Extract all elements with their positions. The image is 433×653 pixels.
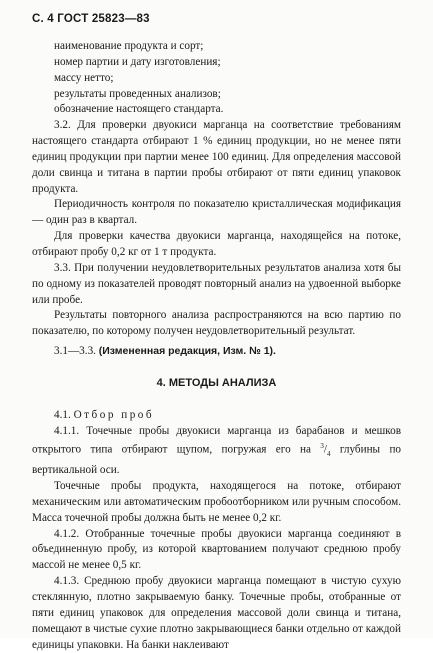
- paragraph-point-samples: Точечные пробы продукта, находящегося на потоке, отбирают механическим или автоматическим пробоотборником или ручным способом. Масса точечной пробы должна быть не менее 0,2 кг.: [32, 480, 401, 524]
- amendment-text: (Измененная редакция, Изм. № 1).: [98, 345, 276, 358]
- paragraph-3-3: 3.3. При получении неудовлетворительных результатов анализа хотя бы по одному из показателей проводят повторный анализ на удвоенной выборке или пробе.: [32, 261, 401, 306]
- paragraph-periodicity: Периодичность контроля по показателю кристаллическая модификация — один раз в квартал.: [32, 198, 401, 227]
- list-item: обозначение настоящего стандарта.: [54, 103, 224, 116]
- paragraph-4-1-1-start: 4.1.1. Точечные пробы двуокиси марганца из барабанов и мешков открытого типа отбирают щупом, погружая его на: [32, 424, 401, 457]
- subsection-number: 4.1.: [54, 408, 71, 421]
- label-contents-list: [32, 39, 401, 118]
- paragraph-repeat-results: Результаты повторного анализа распространяются на всю партию по показателю, по которому получен неудовлетворительный результат.: [32, 309, 401, 338]
- section-title: 4. МЕТОДЫ АНАЛИЗА: [156, 376, 277, 389]
- paragraph-4-1-2: 4.1.2. Отобранные точечные пробы двуокиси марганца соединяют в объединенную пробу, из которой квартованием получают среднюю пробу массой не менее 0,5 кг.: [32, 527, 401, 572]
- list-item: номер партии и дату изготовления;: [54, 55, 221, 68]
- paragraph-4-1-3: 4.1.3. Среднюю пробу двуокиси марганца помещают в чистую сухую стеклянную, плотно закрываемую банку. Точечные пробы, отобранные от пяти единиц упаковок для определения массовой доли свинца и титана, помещают в чистые сухие плотно закрывающиеся банки отдельно от каждой единицы упаковки. На банки наклеивают: [32, 575, 401, 651]
- fraction-numerator: 3: [320, 442, 324, 451]
- amendment-ref: 3.1—3.3.: [54, 345, 96, 358]
- amendment-note: [32, 344, 401, 360]
- paragraph-flow-sampling: Для проверки качества двуокиси марганца, находящейся на потоке, отбирают пробу 0,2 кг от 1 т продукта.: [32, 230, 401, 258]
- paragraph-4-1-1: 4.1.1. Точечные пробы двуокиси марганца из барабанов и мешков открытого типа отбирают щупом, погружая его на $^3/_4$ глубины по вертикальной оси.: [32, 424, 402, 477]
- list-item: наименование продукта и сорт;: [54, 40, 204, 52]
- page-header: С. 4 ГОСТ 25823—83: [32, 13, 150, 25]
- list-item: результаты проведенных анализов;: [54, 87, 221, 100]
- page-content: [32, 39, 401, 653]
- paragraph-3-2: 3.2. Для проверки двуокиси марганца на соответствие требованиям настоящего стандарта отбирают 1 % единиц продукции, но не менее пяти единиц продукции при партии менее 100 единиц. Для определения массовой доли свинца и титана в партии пробы отбирают от пяти единиц упаковок продукта.: [32, 119, 401, 195]
- fraction-denominator: 4: [326, 450, 331, 459]
- subsection-title: Отбор проб: [73, 408, 155, 421]
- list-item: массу нетто;: [54, 71, 114, 84]
- subsection-4-1: [32, 408, 401, 424]
- paragraph-4-1-1-end: глубины по вертикальной оси.: [32, 444, 402, 477]
